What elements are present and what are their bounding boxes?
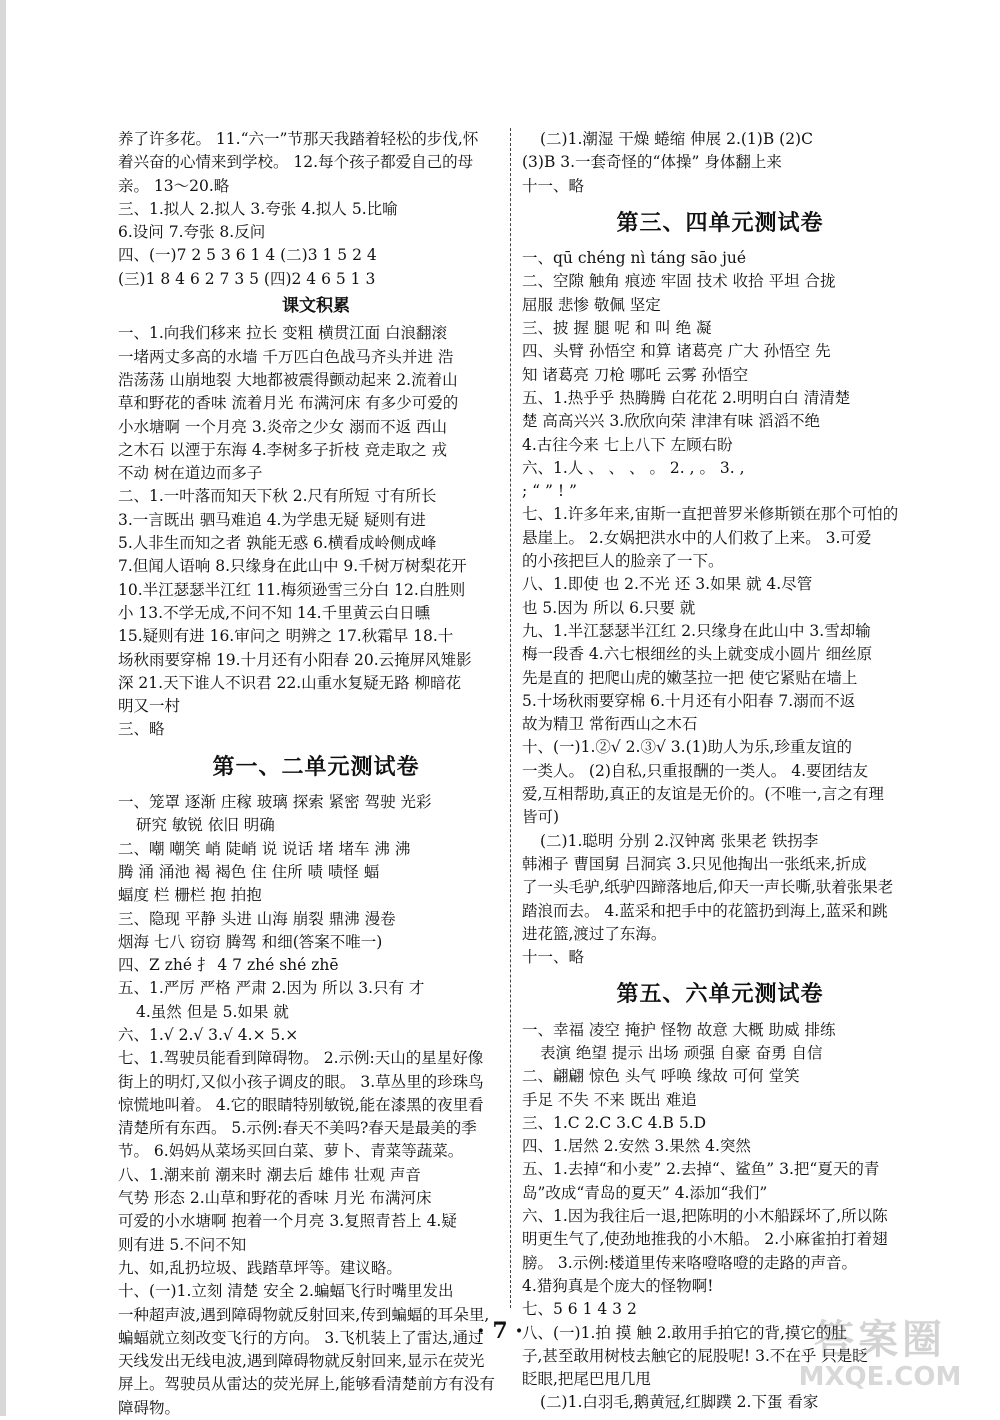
text-line: 三、1.拟人 2.拟人 3.夸张 4.拟人 5.比喻 bbox=[118, 199, 398, 218]
text-line: 四、(一)7 2 5 3 6 1 4 (二)3 1 5 2 4 bbox=[118, 246, 377, 265]
text-line: 二、1.一叶落而知天下秋 2.尺有所短 寸有所长 bbox=[118, 487, 437, 506]
text-line: 表演 绝望 提示 出场 顽强 自豪 奋勇 自信 bbox=[540, 1043, 823, 1062]
text-line: 不动 树在道边而多子 bbox=[118, 464, 263, 483]
text-line: 悬崖上。 2.女娲把洪水中的人们救了上来。 3.可爱 bbox=[522, 528, 872, 547]
text-line: 七、5 6 1 4 3 2 bbox=[522, 1300, 637, 1319]
text-line: 明更生气了,使劲地推我的小木船。 2.小麻雀拍打着翅 bbox=[522, 1230, 888, 1249]
text-line: 三、略 bbox=[118, 720, 165, 739]
left-column bbox=[118, 128, 514, 1420]
text-line: 七、1.驾驶员能看到障碍物。 2.示例:天山的星星好像 bbox=[118, 1049, 484, 1068]
text-line: 知 诸葛亮 刀枪 哪吒 云雾 孙悟空 bbox=[522, 365, 749, 384]
text-line: (二)1.潮湿 干燥 蜷缩 伸展 2.(1)B (2)C bbox=[540, 130, 813, 148]
text-line: 蝙蝠就立刻改变飞行的方向。 3.飞机装上了雷达,通过 bbox=[118, 1328, 484, 1347]
text-line: 可爱的小水塘啊 抱着一个月亮 3.复照青苔上 4.疑 bbox=[118, 1212, 457, 1231]
right-column bbox=[522, 128, 918, 1415]
text-line: ; “ ” ! ” bbox=[522, 482, 577, 501]
text-line: 皆可) bbox=[522, 808, 560, 827]
text-line: 7.但闻人语响 8.只缘身在此山中 9.千树万树梨花开 bbox=[118, 557, 467, 576]
text-line: 清楚所有东西。 5.示例:春天不美吗?春天是最美的季 bbox=[118, 1119, 477, 1138]
text-line: 一类人。 (2)自私,只重报酬的一类人。 4.要团结友 bbox=[522, 761, 869, 780]
text-line: 一堵两丈多高的水墙 千万匹白色战马齐头并进 浩 bbox=[118, 347, 454, 366]
kewen-answers bbox=[118, 322, 514, 741]
text-line: 一、笼罩 逐渐 庄稼 玻璃 探索 紧密 驾驶 光彩 bbox=[118, 793, 432, 812]
text-line: 五、1.严厉 严格 严肃 2.因为 所以 3.只有 才 bbox=[118, 979, 425, 998]
text-line: 九、1.半江瑟瑟半江红 2.只缘身在此山中 3.雪却输 bbox=[522, 621, 871, 640]
text-line: 深 21.天下谁人不识君 22.山重水复疑无路 柳暗花 bbox=[118, 673, 462, 692]
text-line: 惊慌地叫着。 4.它的眼睛特别敏锐,能在漆黑的夜里看 bbox=[118, 1095, 484, 1114]
text-line: 小水塘啊 一个月亮 3.炎帝之少女 溺而不返 西山 bbox=[118, 417, 447, 436]
text-line: 天线发出无线电波,遇到障碍物就反射回来,显示在荧光 bbox=[118, 1352, 485, 1371]
text-line: 腾 涌 涌池 褐 褐色 住 住所 啧 啧怪 蝠 bbox=[118, 862, 380, 881]
text-line: 八、1.潮来前 潮来时 潮去后 雄伟 壮观 声音 bbox=[118, 1165, 421, 1184]
text-line: 浩荡荡 山崩地裂 大地都被震得颤动起来 2.流着山 bbox=[118, 370, 458, 389]
watermark-url: MXQE.COM bbox=[798, 1362, 962, 1392]
text-line: 爱,互相帮助,真正的友谊是无价的。(不唯一,言之有理 bbox=[522, 785, 884, 804]
text-line: 5.人非生而知之者 孰能无惑 6.横看成岭侧成峰 bbox=[118, 534, 437, 553]
text-line: 八、1.即使 也 2.不光 还 3.如果 就 4.尽管 bbox=[522, 575, 813, 594]
text-line: 5.十场秋雨要穿棉 6.十月还有小阳春 7.溺而不返 bbox=[522, 691, 856, 710]
text-line: (二)1.聪明 分别 2.汉钟离 张果老 铁拐李 bbox=[540, 831, 819, 850]
text-line: 屈服 悲惨 敬佩 坚定 bbox=[522, 295, 661, 314]
text-line: 十、(一)1.立刻 清楚 安全 2.蝙蝠飞行时嘴里发出 bbox=[118, 1282, 454, 1301]
watermark-logo bbox=[780, 1308, 980, 1398]
text-line: 10.半江瑟瑟半江红 11.梅须逊雪三分白 12.白胜则 bbox=[118, 580, 466, 599]
unit-test-heading: 第一、二单元测试卷 bbox=[212, 754, 420, 780]
text-line: 四、Z zhé 扌 4 7 zhé shé zhē bbox=[118, 956, 339, 975]
column-divider bbox=[510, 128, 512, 1308]
unit-test-heading: 第五、六单元测试卷 bbox=[616, 982, 824, 1008]
text-line: 子,甚至敢用树枝去触它的屁股呢! 3.不在乎 只是眨 bbox=[522, 1346, 868, 1365]
text-line: 3.一言既出 驷马难追 4.为学患无疑 疑则有进 bbox=[118, 510, 426, 529]
watermark-text: 答案圈 bbox=[814, 1317, 946, 1363]
text-line: 4.虽然 但是 5.如果 就 bbox=[136, 1002, 289, 1021]
intro-block bbox=[522, 128, 918, 198]
text-line: 街上的明灯,又似小孩子调皮的眼。 3.草丛里的珍珠鸟 bbox=[118, 1072, 484, 1091]
text-line: 岛”改成“青岛的夏天” 4.添加“我们” bbox=[522, 1183, 768, 1202]
text-line: 八、(一)1.拍 摸 触 2.敢用手拍它的背,摸它的肚 bbox=[522, 1323, 847, 1342]
text-line: 草和野花的香味 流着月光 布满河床 有多少可爱的 bbox=[118, 394, 459, 413]
text-line: 四、1.居然 2.安然 3.果然 4.突然 bbox=[522, 1137, 751, 1156]
text-line: 4.古往今来 七上八下 左顾右盼 bbox=[522, 435, 733, 454]
text-line: 二、空隙 触角 痕迹 牢固 技术 收拾 平坦 合拢 bbox=[522, 272, 836, 291]
text-line: 十一、略 bbox=[522, 176, 585, 195]
text-line: 七、1.许多年来,宙斯一直把普罗米修斯锁在那个可怕的 bbox=[522, 505, 899, 524]
text-line: 四、头臂 孙悟空 和算 诸葛亮 广大 孙悟空 先 bbox=[522, 342, 831, 361]
text-line: 先是直的 把爬山虎的嫩茎拉一把 使它紧贴在墙上 bbox=[522, 668, 858, 687]
text-line: 五、1.去掉“和小麦” 2.去掉“、鲨鱼” 3.把“夏天的青 bbox=[522, 1160, 880, 1179]
text-line: 着兴奋的心情来到学校。 12.每个孩子都爱自己的母 bbox=[118, 153, 474, 172]
text-line: 研究 敏锐 依旧 明确 bbox=[136, 816, 275, 835]
text-line: 气势 形态 2.山草和野花的香味 月光 布满河床 bbox=[118, 1189, 432, 1208]
text-line: 烟海 七八 窃窃 腾驾 和细(答案不唯一) bbox=[118, 932, 383, 951]
text-line: 亲。 13～20.略 bbox=[118, 176, 230, 195]
intro-block bbox=[118, 128, 514, 291]
text-line: 六、1.√ 2.√ 3.√ 4.× 5.× bbox=[118, 1025, 299, 1044]
text-line: 养了许多花。 11.“六一”节那天我踏着轻松的步伐,怀 bbox=[118, 130, 479, 148]
text-line: 的小孩把巨人的脸亲了一下。 bbox=[522, 552, 724, 571]
text-line: 4.猎狗真是个庞大的怪物啊! bbox=[522, 1276, 714, 1295]
text-line: 六、1.人 、 、 、 。 2. , 。 3. , bbox=[522, 458, 745, 477]
text-line: 一、qū chéng nì táng sāo jué bbox=[522, 249, 747, 268]
unit-test-heading: 第三、四单元测试卷 bbox=[616, 210, 824, 236]
text-line: 明又一村 bbox=[118, 697, 181, 716]
text-line: 蝠度 栏 栅栏 抱 拍抱 bbox=[118, 886, 262, 905]
text-line: 五、1.热乎乎 热腾腾 白花花 2.明明白白 清清楚 bbox=[522, 388, 851, 407]
text-line: 二、翩翩 惊色 头气 呼唤 缘故 可何 堂笑 bbox=[522, 1067, 800, 1086]
text-line: 之木石 以湮于东海 4.李树多子折枝 竞走取之 戎 bbox=[118, 440, 447, 459]
unit34-answers bbox=[522, 247, 918, 969]
text-line: 二、嘲 嘲笑 峭 陡峭 说 说话 堵 堵车 沸 沸 bbox=[118, 839, 411, 858]
text-line: 韩湘子 曹国舅 吕洞宾 3.只见他掏出一张纸来,折成 bbox=[522, 854, 867, 873]
text-line: 楚 高高兴兴 3.欣欣向荣 津津有味 滔滔不绝 bbox=[522, 412, 820, 431]
text-line: 膀。 3.示例:楼道里传来咯噔咯噔的走路的声音。 bbox=[522, 1253, 857, 1272]
text-line: 六、1.因为我往后一退,把陈明的小木船踩坏了,所以陈 bbox=[522, 1207, 888, 1226]
text-line: 则有进 5.不问不知 bbox=[118, 1235, 247, 1254]
text-line: (三)1 8 4 6 2 7 3 5 (四)2 4 6 5 1 3 bbox=[118, 269, 376, 288]
text-line: 十一、略 bbox=[522, 948, 585, 967]
text-line: (二)1.白羽毛,鹅黄冠,红脚蹼 2.下蛋 看家 bbox=[540, 1393, 819, 1412]
page-edge bbox=[0, 0, 6, 1416]
text-line: 三、披 握 腿 呢 和 叫 绝 凝 bbox=[522, 319, 712, 338]
page-number: · 7 · bbox=[477, 1318, 523, 1344]
text-line: 三、隐现 平静 头进 山海 崩裂 鼎沸 漫卷 bbox=[118, 909, 396, 928]
text-line: 场秋雨要穿棉 19.十月还有小阳春 20.云掩屏风雉影 bbox=[118, 650, 472, 669]
text-line: 节。 6.妈妈从菜场买回白菜、萝卜、青菜等蔬菜。 bbox=[118, 1142, 464, 1161]
text-line: 踏浪而去。 4.蓝采和把手中的花篮扔到海上,蓝采和跳 bbox=[522, 901, 888, 920]
text-line: 了一头毛驴,纸驴四蹄落地后,仰天一声长嘶,驮着张果老 bbox=[522, 878, 894, 897]
text-line: 一、幸福 凌空 掩护 怪物 故意 大概 助威 排练 bbox=[522, 1020, 836, 1039]
section-heading: 课文积累 bbox=[282, 296, 350, 317]
text-line: 十、(一)1.②√ 2.③√ 3.(1)助人为乐,珍重友谊的 bbox=[522, 738, 852, 757]
text-line: 15.疑则有进 16.审问之 明辨之 17.秋霜早 18.十 bbox=[118, 627, 454, 646]
text-line: 进花篮,渡过了东海。 bbox=[522, 924, 667, 943]
text-line: (3)B 3.一套奇怪的“体操” 身体翻上来 bbox=[522, 153, 782, 172]
text-line: 三、1.C 2.C 3.C 4.B 5.D bbox=[522, 1113, 707, 1132]
text-line: 6.设问 7.夸张 8.反问 bbox=[118, 223, 266, 242]
text-line: 眨眼,把尾巴甩几甩 bbox=[522, 1370, 651, 1389]
text-line: 故为精卫 常衔西山之木石 bbox=[522, 715, 698, 734]
text-line: 小 13.不学无成,不问不知 14.千里黄云白日曛 bbox=[118, 603, 431, 622]
text-line: 障碍物。 bbox=[118, 1398, 181, 1417]
text-line: 手足 不失 不来 既出 难追 bbox=[522, 1090, 697, 1109]
text-line: 九、如,乱扔垃圾、践踏草坪等。建议略。 bbox=[118, 1258, 402, 1277]
text-line: 梅一段香 4.六七根细丝的头上就变成小圆片 细丝原 bbox=[522, 645, 873, 664]
text-line: 一种超声波,遇到障碍物就反射回来,传到蝙蝠的耳朵里, bbox=[118, 1305, 490, 1324]
text-line: 屏上。驾驶员从雷达的荧光屏上,能够看清楚前方有没有 bbox=[118, 1375, 495, 1394]
text-line: 一、1.向我们移来 拉长 变粗 横贯江面 白浪翻滚 bbox=[118, 324, 447, 343]
text-line: 也 5.因为 所以 6.只要 就 bbox=[522, 598, 696, 617]
